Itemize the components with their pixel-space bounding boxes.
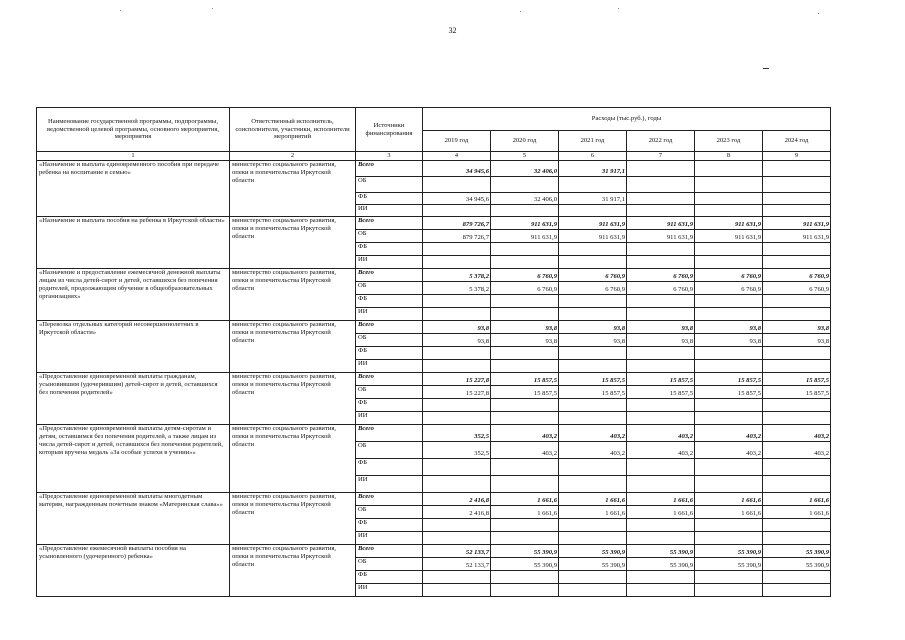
expense-value: [695, 177, 763, 193]
expense-value: [763, 459, 831, 476]
measure-executor: министерство социального развития, опеки и попечительства Иркутской области: [230, 161, 356, 217]
col-index: 1: [37, 152, 230, 161]
expense-value: [559, 347, 627, 360]
measure-name: «Предоставление единовременной выплаты многодетным матерям, награжденным почетным знаком «Материнская слава»»: [37, 493, 230, 545]
table-row: [37, 493, 831, 506]
expense-value: [763, 161, 831, 177]
measure-executor: министерство социального развития, опеки и попечительства Иркутской области: [230, 425, 356, 493]
expense-value: 403,2: [695, 442, 763, 459]
expense-value: [627, 295, 695, 308]
expense-value: 55 390,9: [559, 545, 627, 558]
expense-value: [695, 360, 763, 373]
expense-value: 55 390,9: [763, 558, 831, 571]
expense-value: 6 760,9: [695, 269, 763, 282]
table-header: [37, 108, 831, 161]
expense-value: 6 760,9: [627, 282, 695, 295]
col-index: 9: [763, 152, 831, 161]
expense-value: [423, 243, 491, 256]
expense-value: 911 631,9: [695, 230, 763, 243]
funding-source: Всего: [356, 321, 423, 334]
table-row: [37, 269, 831, 282]
expense-value: [627, 412, 695, 425]
expense-value: 6 760,9: [559, 282, 627, 295]
expense-value: 15 857,5: [491, 373, 559, 386]
expense-value: 911 631,9: [763, 217, 831, 230]
scan-speck: [520, 11, 521, 12]
scan-speck: [618, 8, 619, 9]
expense-value: [423, 532, 491, 545]
expense-value: 32 406,0: [491, 193, 559, 205]
expense-value: [695, 243, 763, 256]
expense-value: 15 227,8: [423, 373, 491, 386]
expense-value: 15 857,5: [695, 373, 763, 386]
expense-value: [695, 519, 763, 532]
expense-value: 911 631,9: [695, 217, 763, 230]
expense-value: 15 227,8: [423, 386, 491, 399]
expense-value: 52 133,7: [423, 545, 491, 558]
expense-value: 403,2: [763, 442, 831, 459]
expense-value: 93,8: [627, 321, 695, 334]
col-index: 5: [491, 152, 559, 161]
expense-value: 6 760,9: [763, 282, 831, 295]
funding-source: ИИ: [356, 532, 423, 545]
expense-value: 911 631,9: [559, 230, 627, 243]
expense-value: [559, 399, 627, 412]
funding-source: ИИ: [356, 412, 423, 425]
measure-name: «Назначение и предоставление ежемесячной денежной выплаты лицам из числа детей-сирот и детей, оставшихся без попечения родителей, продолжающим обучение в общеобразовательных организациях»: [37, 269, 230, 321]
expense-value: 1 661,6: [763, 506, 831, 519]
expense-value: [491, 243, 559, 256]
expense-value: [491, 584, 559, 597]
expense-value: 52 133,7: [423, 558, 491, 571]
expense-value: 6 760,9: [627, 269, 695, 282]
expense-value: 55 390,9: [695, 545, 763, 558]
expense-value: 1 661,6: [695, 493, 763, 506]
measure-name: «Предоставление единовременной выплаты детям-сиротам и детям, оставшимся без попечения родителей, а также лицам из числа детей-сирот и детей, оставшихся без попечения родителей, которым вручена медаль «За особые успехи в учении»»: [37, 425, 230, 493]
funding-source: Всего: [356, 545, 423, 558]
expense-value: [423, 412, 491, 425]
expense-value: [627, 308, 695, 321]
expense-value: 93,8: [559, 334, 627, 347]
expense-value: 93,8: [559, 321, 627, 334]
expense-value: [627, 161, 695, 177]
expense-value: [559, 532, 627, 545]
expense-value: [559, 256, 627, 269]
funding-source: ФБ: [356, 571, 423, 584]
expense-value: [559, 360, 627, 373]
measure-executor: министерство социального развития, опеки и попечительства Иркутской области: [230, 269, 356, 321]
expense-value: [491, 532, 559, 545]
expense-value: [423, 308, 491, 321]
expense-value: [423, 360, 491, 373]
expense-value: 93,8: [491, 321, 559, 334]
expense-value: [559, 295, 627, 308]
expense-value: 6 760,9: [491, 282, 559, 295]
expense-value: 55 390,9: [491, 545, 559, 558]
measure-name: «Предоставление ежемесячной выплаты пособия на усыновленного (удочеренного) ребенка»: [37, 545, 230, 597]
expense-value: 55 390,9: [627, 545, 695, 558]
expense-value: [423, 399, 491, 412]
expense-value: [695, 161, 763, 177]
expense-value: [763, 360, 831, 373]
expense-value: [559, 243, 627, 256]
table-row: [37, 425, 831, 442]
expense-value: [423, 519, 491, 532]
col-header-year: 2021 год: [559, 131, 627, 152]
scan-speck: [818, 13, 819, 14]
expense-value: [627, 519, 695, 532]
funding-source: ИИ: [356, 205, 423, 217]
expense-value: [423, 459, 491, 476]
expense-value: [491, 295, 559, 308]
expense-value: 93,8: [695, 334, 763, 347]
expense-value: [423, 571, 491, 584]
table-row: [37, 161, 831, 177]
expense-value: [627, 399, 695, 412]
expense-value: [695, 532, 763, 545]
expense-value: [423, 256, 491, 269]
expense-value: 911 631,9: [559, 217, 627, 230]
expense-value: 911 631,9: [627, 230, 695, 243]
funding-source: Всего: [356, 269, 423, 282]
expense-value: [763, 177, 831, 193]
funding-source: ФБ: [356, 519, 423, 532]
expense-value: 911 631,9: [491, 230, 559, 243]
expense-value: [559, 571, 627, 584]
col-header-year: 2023 год: [695, 131, 763, 152]
scan-speck: [120, 10, 121, 11]
expense-value: 403,2: [559, 425, 627, 442]
expense-value: 911 631,9: [491, 217, 559, 230]
expense-value: [491, 571, 559, 584]
expense-value: 93,8: [423, 334, 491, 347]
expense-value: 31 917,1: [559, 193, 627, 205]
expense-value: [423, 295, 491, 308]
expense-value: [763, 532, 831, 545]
expense-value: [491, 177, 559, 193]
measure-executor: министерство социального развития, опеки и попечительства Иркутской области: [230, 321, 356, 373]
funding-source: ФБ: [356, 399, 423, 412]
expense-value: [763, 243, 831, 256]
funding-source: ИИ: [356, 584, 423, 597]
col-index: 2: [230, 152, 356, 161]
measure-name: «Назначение и выплата пособия на ребенка в Иркутской области»: [37, 217, 230, 269]
expense-value: 1 661,6: [695, 506, 763, 519]
expense-value: 55 390,9: [695, 558, 763, 571]
expense-value: 15 857,5: [559, 373, 627, 386]
funding-source: ИИ: [356, 308, 423, 321]
expense-value: [695, 584, 763, 597]
expense-value: 403,2: [491, 425, 559, 442]
expense-value: [559, 205, 627, 217]
expense-value: 93,8: [695, 321, 763, 334]
expense-value: 5 378,2: [423, 269, 491, 282]
expense-value: [763, 308, 831, 321]
page-number: 32: [448, 26, 457, 35]
expense-value: [695, 308, 763, 321]
expense-value: [763, 476, 831, 493]
expense-value: [491, 476, 559, 493]
expense-value: 15 857,5: [763, 386, 831, 399]
col-header-sources: Источники финансирования: [356, 108, 423, 152]
expense-value: 352,5: [423, 425, 491, 442]
measure-executor: министерство социального развития, опеки и попечительства Иркутской области: [230, 217, 356, 269]
funding-source: ОБ: [356, 177, 423, 193]
expense-value: 55 390,9: [763, 545, 831, 558]
expense-value: [763, 571, 831, 584]
expense-value: [695, 295, 763, 308]
expense-value: 403,2: [627, 442, 695, 459]
expense-value: [763, 295, 831, 308]
measure-executor: министерство социального развития, опеки и попечительства Иркутской области: [230, 545, 356, 597]
expense-value: 1 661,6: [491, 493, 559, 506]
col-index: 7: [627, 152, 695, 161]
col-index: 8: [695, 152, 763, 161]
funding-source: ОБ: [356, 334, 423, 347]
funding-source: ОБ: [356, 506, 423, 519]
col-header-year: 2024 год: [763, 131, 831, 152]
col-header-expenses: Расходы (тыс.руб.), годы: [423, 108, 831, 131]
col-index: 6: [559, 152, 627, 161]
expense-value: [627, 205, 695, 217]
expense-value: [559, 412, 627, 425]
funding-source: ФБ: [356, 347, 423, 360]
expense-value: [491, 519, 559, 532]
expense-value: [695, 399, 763, 412]
expense-value: [491, 459, 559, 476]
expense-value: 55 390,9: [559, 558, 627, 571]
expense-value: 911 631,9: [763, 230, 831, 243]
expense-value: 15 857,5: [627, 373, 695, 386]
expense-value: 911 631,9: [627, 217, 695, 230]
funding-source: ОБ: [356, 442, 423, 459]
col-header-name: Наименование государственной программы, подпрограммы, ведомственной целевой программы, основного мероприятия, мероприятия: [37, 108, 230, 152]
scan-dash-mark: [763, 68, 769, 69]
col-index: 4: [423, 152, 491, 161]
col-header-year: 2020 год: [491, 131, 559, 152]
expense-value: [423, 476, 491, 493]
expense-value: [559, 519, 627, 532]
expense-value: [423, 584, 491, 597]
expense-value: 32 406,0: [491, 161, 559, 177]
expense-value: 403,2: [763, 425, 831, 442]
expense-value: [491, 205, 559, 217]
expense-value: 2 416,8: [423, 493, 491, 506]
expense-value: [695, 412, 763, 425]
funding-source: ФБ: [356, 243, 423, 256]
expense-value: 93,8: [423, 321, 491, 334]
expense-value: [627, 584, 695, 597]
col-header-year: 2022 год: [627, 131, 695, 152]
expense-value: [763, 412, 831, 425]
expense-value: 403,2: [559, 442, 627, 459]
col-header-executor: Ответственный исполнитель, соисполнители, участники, исполнители мероприятий: [230, 108, 356, 152]
table-row: [37, 321, 831, 334]
expense-value: 352,5: [423, 442, 491, 459]
expense-value: [559, 459, 627, 476]
col-header-year: 2019 год: [423, 131, 491, 152]
expense-value: [559, 308, 627, 321]
budget-table: [36, 107, 831, 597]
expense-value: 31 917,1: [559, 161, 627, 177]
measure-name: «Перевозка отдельных категорий несовершеннолетних в Иркутской области»: [37, 321, 230, 373]
expense-value: 93,8: [627, 334, 695, 347]
expense-value: 34 945,6: [423, 161, 491, 177]
expense-value: [491, 347, 559, 360]
expense-value: [627, 360, 695, 373]
expense-value: 15 857,5: [627, 386, 695, 399]
expense-value: 2 416,8: [423, 506, 491, 519]
expense-value: 1 661,6: [763, 493, 831, 506]
expense-value: [491, 256, 559, 269]
expense-value: [695, 476, 763, 493]
measure-executor: министерство социального развития, опеки и попечительства Иркутской области: [230, 373, 356, 425]
funding-source: ИИ: [356, 476, 423, 493]
funding-source: ФБ: [356, 295, 423, 308]
measure-executor: министерство социального развития, опеки и попечительства Иркутской области: [230, 493, 356, 545]
funding-source: ФБ: [356, 459, 423, 476]
expense-value: 1 661,6: [559, 493, 627, 506]
scan-speck: [212, 8, 213, 9]
expense-value: 93,8: [491, 334, 559, 347]
table-body: [37, 161, 831, 597]
expense-value: [627, 347, 695, 360]
expense-value: [695, 571, 763, 584]
expense-value: 6 760,9: [763, 269, 831, 282]
funding-source: Всего: [356, 373, 423, 386]
expense-value: [491, 399, 559, 412]
table-row: [37, 373, 831, 386]
expense-value: 5 378,2: [423, 282, 491, 295]
expense-value: [695, 205, 763, 217]
expense-value: [627, 532, 695, 545]
expense-value: [627, 571, 695, 584]
expense-value: 6 760,9: [695, 282, 763, 295]
expense-value: [627, 193, 695, 205]
expense-value: [695, 347, 763, 360]
expense-value: [559, 177, 627, 193]
expense-value: 55 390,9: [627, 558, 695, 571]
expense-value: 6 760,9: [559, 269, 627, 282]
expense-value: 403,2: [627, 425, 695, 442]
expense-value: [491, 412, 559, 425]
col-index: 3: [356, 152, 423, 161]
expense-value: [763, 193, 831, 205]
measure-name: «Предоставление единовременной выплаты гражданам, усыновившим (удочерившим) детей-сирот и детей, оставшихся без попечения родителей»: [37, 373, 230, 425]
expense-value: 15 857,5: [763, 373, 831, 386]
funding-source: ОБ: [356, 386, 423, 399]
funding-source: Всего: [356, 217, 423, 230]
expense-value: [627, 177, 695, 193]
measure-name: «Назначение и выплата единовременного пособия при передаче ребенка на воспитание в семью»: [37, 161, 230, 217]
expense-value: 1 661,6: [559, 506, 627, 519]
expense-value: 55 390,9: [491, 558, 559, 571]
expense-value: 403,2: [695, 425, 763, 442]
expense-value: 1 661,6: [627, 506, 695, 519]
expense-value: 1 661,6: [491, 506, 559, 519]
expense-value: [695, 193, 763, 205]
expense-value: [627, 256, 695, 269]
expense-value: 15 857,5: [559, 386, 627, 399]
funding-source: ИИ: [356, 256, 423, 269]
expense-value: 6 760,9: [491, 269, 559, 282]
funding-source: Всего: [356, 161, 423, 177]
expense-value: [763, 205, 831, 217]
expense-value: 34 945,6: [423, 193, 491, 205]
expense-value: 879 726,7: [423, 230, 491, 243]
expense-value: 15 857,5: [695, 386, 763, 399]
expense-value: 879 726,7: [423, 217, 491, 230]
funding-source: ОБ: [356, 230, 423, 243]
expense-value: [423, 347, 491, 360]
expense-value: [627, 476, 695, 493]
funding-source: ОБ: [356, 558, 423, 571]
funding-source: Всего: [356, 493, 423, 506]
expense-value: [559, 584, 627, 597]
table-row: [37, 545, 831, 558]
expense-value: 403,2: [491, 442, 559, 459]
expense-value: [763, 347, 831, 360]
expense-value: [559, 476, 627, 493]
expense-value: 15 857,5: [491, 386, 559, 399]
expense-value: [423, 205, 491, 217]
expense-value: [491, 360, 559, 373]
funding-source: ИИ: [356, 360, 423, 373]
expense-value: [491, 308, 559, 321]
funding-source: ОБ: [356, 282, 423, 295]
expense-value: [627, 243, 695, 256]
expense-value: [763, 399, 831, 412]
expense-value: [423, 177, 491, 193]
expense-value: [695, 459, 763, 476]
expense-value: [763, 584, 831, 597]
expense-value: 1 661,6: [627, 493, 695, 506]
table-row: [37, 217, 831, 230]
expense-value: [763, 256, 831, 269]
expense-value: 93,8: [763, 321, 831, 334]
expense-value: [763, 519, 831, 532]
expense-value: 93,8: [763, 334, 831, 347]
funding-source: Всего: [356, 425, 423, 442]
expense-value: [695, 256, 763, 269]
expense-value: [627, 459, 695, 476]
funding-source: ФБ: [356, 193, 423, 205]
